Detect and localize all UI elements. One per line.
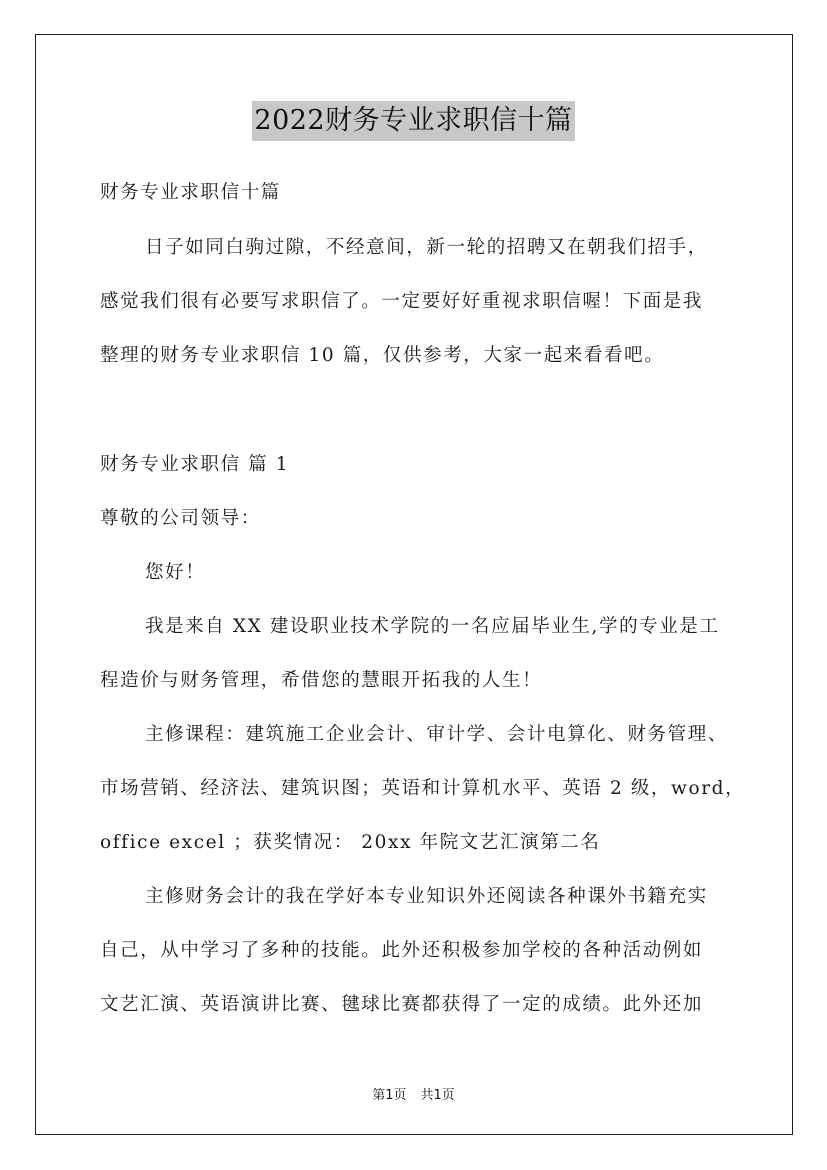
paragraph-line: 主修财务会计的我在学好本专业知识外还阅读各种课外书籍充实 <box>145 886 708 907</box>
salutation: 尊敬的公司领导： <box>100 508 261 529</box>
page-footer <box>0 1084 827 1103</box>
subtitle-line: 财务专业求职信十篇 <box>100 182 281 203</box>
title-container <box>0 101 827 141</box>
paragraph-line: 主修课程：建筑施工企业会计、审计学、会计电算化、财务管理、 <box>145 724 728 745</box>
document-title: 2022财务专业求职信十篇 <box>252 101 574 141</box>
paragraph-line: 自己，从中学习了多种的技能。此外还积极参加学校的各种活动例如 <box>100 940 704 961</box>
section-heading: 财务专业求职信 篇 1 <box>100 454 290 475</box>
paragraph-line: 整理的财务专业求职信 10 篇，仅供参考，大家一起来看看吧。 <box>100 345 665 366</box>
paragraph-line: 日子如同白驹过隙，不经意间，新一轮的招聘又在朝我们招手， <box>145 237 708 258</box>
paragraph-line: 程造价与财务管理，希借您的慧眼开拓我的人生！ <box>100 670 543 691</box>
paragraph-line: 我是来自 XX 建设职业技术学院的一名应届毕业生,学的专业是工 <box>145 616 720 637</box>
page-number: 第1页 <box>372 1088 407 1103</box>
paragraph-line: office excel ；获奖情况： 20xx 年院文艺汇演第二名 <box>100 832 601 853</box>
greeting: 您好！ <box>145 562 206 583</box>
page-total: 共1页 <box>420 1088 455 1103</box>
paragraph-line: 感觉我们很有必要写求职信了。一定要好好重视求职信喔！下面是我 <box>100 291 704 312</box>
paragraph-line: 市场营销、经济法、建筑识图；英语和计算机水平、英语 2 级，word， <box>100 778 746 799</box>
paragraph-line: 文艺汇演、英语演讲比赛、毽球比赛都获得了一定的成绩。此外还加 <box>100 994 704 1015</box>
